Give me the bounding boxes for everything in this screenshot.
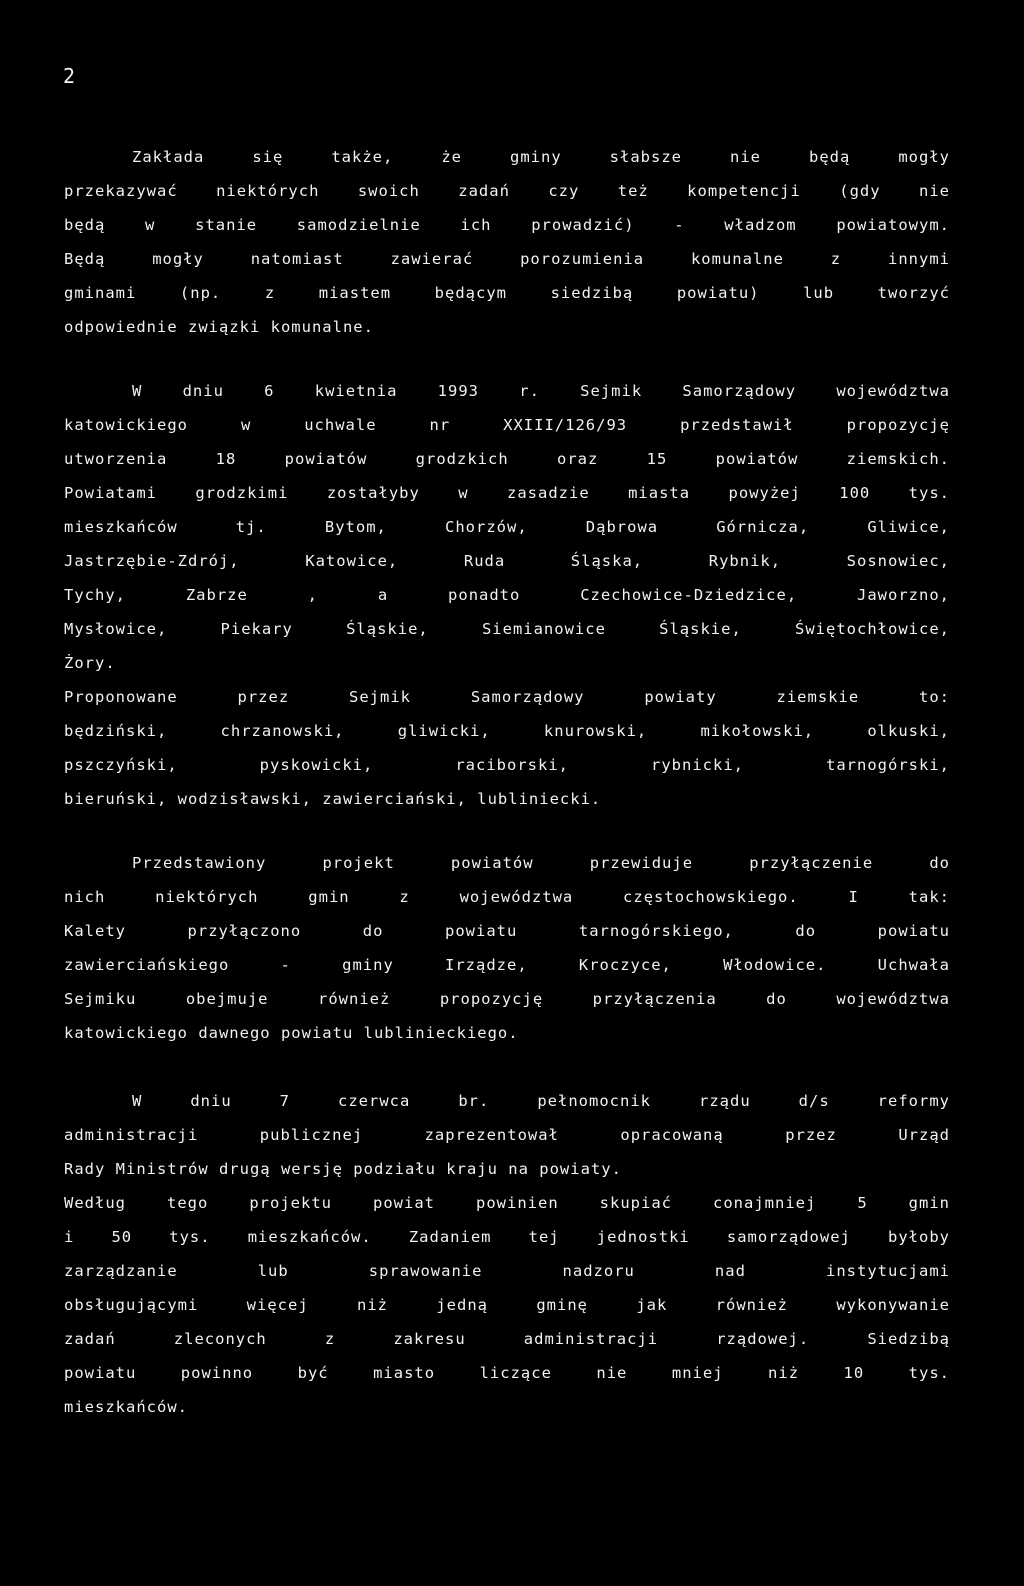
text-line: będziński, chrzanowski, gliwicki, knurowski, mikołowski, olkuski, bbox=[64, 722, 950, 740]
text-line: mieszkańców. bbox=[64, 1398, 188, 1416]
text-line: W dniu 7 czerwca br. pełnomocnik rządu d/s reformy bbox=[132, 1092, 950, 1110]
text-line: będą w stanie samodzielnie ich prowadzić) - władzom powiatowym. bbox=[64, 216, 950, 234]
text-line: zadań zleconych z zakresu administracji rządowej. Siedzibą bbox=[64, 1330, 950, 1348]
page-number: 2 bbox=[63, 64, 77, 88]
text-line: Kalety przyłączono do powiatu tarnogórskiego, do powiatu bbox=[64, 922, 950, 940]
text-line: gminami (np. z miastem będącym siedzibą powiatu) lub tworzyć bbox=[64, 284, 950, 302]
text-line: administracji publicznej zaprezentował opracowaną przez Urząd bbox=[64, 1126, 950, 1144]
text-line: i 50 tys. mieszkańców. Zadaniem tej jednostki samorządowej byłoby bbox=[64, 1228, 950, 1246]
text-line: zarządzanie lub sprawowanie nadzoru nad instytucjami bbox=[64, 1262, 950, 1280]
text-line: nich niektórych gmin z województwa częstochowskiego. I tak: bbox=[64, 888, 950, 906]
text-line: Przedstawiony projekt powiatów przewiduje przyłączenie do bbox=[132, 854, 950, 872]
text-line: katowickiego w uchwale nr XXIII/126/93 przedstawił propozycję bbox=[64, 416, 950, 434]
text-line: obsługującymi więcej niż jedną gminę jak również wykonywanie bbox=[64, 1296, 950, 1314]
text-line: Proponowane przez Sejmik Samorządowy powiaty ziemskie to: bbox=[64, 688, 950, 706]
text-line: odpowiednie związki komunalne. bbox=[64, 318, 374, 336]
text-line: Sejmiku obejmuje również propozycję przyłączenia do województwa bbox=[64, 990, 950, 1008]
text-line: Zakłada się także, że gminy słabsze nie będą mogły bbox=[132, 148, 950, 166]
text-line: Żory. bbox=[64, 654, 116, 672]
text-line: Jastrzębie-Zdrój, Katowice, Ruda Śląska, Rybnik, Sosnowiec, bbox=[64, 552, 950, 570]
text-line: katowickiego dawnego powiatu lublinieckiego. bbox=[64, 1024, 519, 1042]
text-line: mieszkańców tj. Bytom, Chorzów, Dąbrowa Górnicza, Gliwice, bbox=[64, 518, 950, 536]
text-line: zawierciańskiego - gminy Irządze, Kroczyce, Włodowice. Uchwała bbox=[64, 956, 950, 974]
text-line: W dniu 6 kwietnia 1993 r. Sejmik Samorządowy województwa bbox=[132, 382, 950, 400]
text-line: Będą mogły natomiast zawierać porozumienia komunalne z innymi bbox=[64, 250, 950, 268]
text-line: utworzenia 18 powiatów grodzkich oraz 15 powiatów ziemskich. bbox=[64, 450, 950, 468]
text-line: Tychy, Zabrze , a ponadto Czechowice-Dziedzice, Jaworzno, bbox=[64, 586, 950, 604]
text-line: Mysłowice, Piekary Śląskie, Siemianowice Śląskie, Świętochłowice, bbox=[64, 620, 950, 638]
text-line: powiatu powinno być miasto liczące nie mniej niż 10 tys. bbox=[64, 1364, 950, 1382]
text-line: pszczyński, pyskowicki, raciborski, rybnicki, tarnogórski, bbox=[64, 756, 950, 774]
text-line: przekazywać niektórych swoich zadań czy też kompetencji (gdy nie bbox=[64, 182, 950, 200]
text-line: Rady Ministrów drugą wersję podziału kraju na powiaty. bbox=[64, 1160, 622, 1178]
text-line: Według tego projektu powiat powinien skupiać conajmniej 5 gmin bbox=[64, 1194, 950, 1212]
text-line: bieruński, wodzisławski, zawierciański, lubliniecki. bbox=[64, 790, 602, 808]
text-line: Powiatami grodzkimi zostałyby w zasadzie miasta powyżej 100 tys. bbox=[64, 484, 950, 502]
